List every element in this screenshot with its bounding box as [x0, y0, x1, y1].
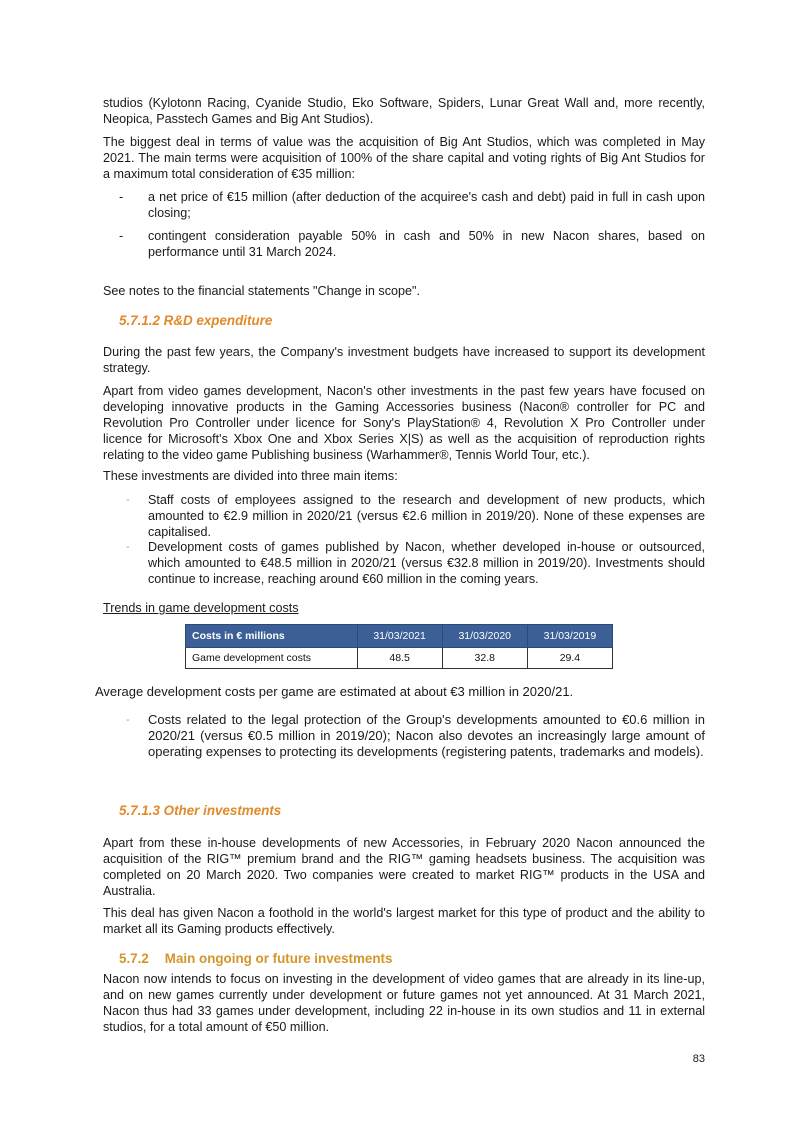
heading-other-investments: 5.7.1.3 Other investments [119, 803, 282, 818]
costs-table [185, 624, 613, 669]
bullet-dash: - [119, 190, 124, 204]
bullet-dash: - [126, 494, 130, 506]
paragraph-see-notes: See notes to the financial statements "Change in scope". [103, 284, 420, 298]
paragraph-foothold: This deal has given Nacon a foothold in the world's largest market for this type of product and the ability to market all its Gaming products effectively. [103, 906, 705, 936]
table-cell: 29.4 [527, 648, 612, 669]
paragraph-rig-acquisition: Apart from these in-house developments of new Accessories, in February 2020 Nacon announced the acquisition of the RIG™ premium brand and the RIG™ gaming headsets business. The acquisition was completed on 20 March 2020. Two companies were created to market RIG™ products in the USA and Australia. [103, 836, 705, 898]
table-header-cell: 31/03/2019 [527, 625, 612, 648]
heading-rd-expenditure: 5.7.1.2 R&D expenditure [119, 313, 273, 328]
paragraph-three-items: These investments are divided into three main items: [103, 469, 398, 483]
table-header-row [186, 625, 613, 648]
paragraph-investment-budgets: During the past few years, the Company's investment budgets have increased to support its development strategy. [103, 345, 705, 375]
bullet-dash: - [126, 541, 130, 553]
table-header-cell: 31/03/2020 [442, 625, 527, 648]
page-number: 83 [692, 1053, 705, 1065]
table-cell: 32.8 [442, 648, 527, 669]
section-title: Main ongoing or future investments [164, 951, 393, 966]
bullet-dash: - [119, 229, 124, 243]
table-cell: Game development costs [186, 648, 358, 669]
section-number: 5.7.2 [119, 951, 149, 966]
heading-future-investments [119, 951, 392, 966]
list-item-text: contingent consideration payable 50% in cash and 50% in new Nacon shares, based on performance until 31 March 2024. [148, 229, 705, 259]
paragraph-other-investments: Apart from video games development, Nacon's other investments in the past few years have focused on developing innovative products in the Gaming Accessories business (Nacon® controller for PC and Revolution Pro Controller under licence for Sony's PlayStation® 4, Revolution X Pro Controller under licence for Microsoft's Xbox One and Xbox Series X|S) as well as the acquisition of reproduction rights relating to the video game Publishing business (Warhammer®, Tennis World Tour, etc.). [103, 384, 705, 462]
list-item-text: Development costs of games published by Nacon, whether developed in-house or outsourced, which amounted to €48.5 million in 2020/21 (versus €32.8 million in 2019/20). Investments should continue to increase, reaching around €60 million in the coming years. [148, 540, 705, 586]
paragraph-big-ant-acquisition: The biggest deal in terms of value was the acquisition of Big Ant Studios, which was completed in May 2021. The main terms were acquisition of 100% of the share capital and voting rights of Big Ant Studios for a maximum total consideration of €35 million: [103, 135, 705, 181]
list-item-text: Staff costs of employees assigned to the research and development of new products, which amounted to €2.9 million in 2020/21 (versus €2.6 million in 2019/20). None of these expenses are capitalised. [148, 493, 705, 539]
table-cell: 48.5 [357, 648, 442, 669]
table-header-cell: Costs in € millions [186, 625, 358, 648]
list-item-text: Costs related to the legal protection of the Group's developments amounted to €0.6 million in 2020/21 (versus €0.5 million in 2019/20); Nacon also devotes an increasingly large amount of operating expenses to protecting its developments (registering patents, trademarks and models). [148, 712, 705, 759]
list-item-text: a net price of €15 million (after deduction of the acquiree's cash and debt) paid in full in cash upon closing; [148, 190, 705, 220]
table-caption: Trends in game development costs [103, 601, 299, 615]
paragraph-games-development: Nacon now intends to focus on investing in the development of video games that are already in its line-up, and on new games currently under development or future games not yet announced. At 31 March 2021, Nacon thus had 33 games under development, including 22 in-house in its own studios and 11 in external studios, for a total amount of €50 million. [103, 972, 705, 1034]
paragraph-studios: studios (Kylotonn Racing, Cyanide Studio, Eko Software, Spiders, Lunar Great Wall and, more recently, Neopica, Passtech Games and Big Ant Studios). [103, 96, 705, 126]
paragraph-average-cost: Average development costs per game are estimated at about €3 million in 2020/21. [95, 684, 574, 699]
bullet-dash: - [126, 714, 130, 726]
table-row [186, 648, 613, 669]
table-header-cell: 31/03/2021 [357, 625, 442, 648]
